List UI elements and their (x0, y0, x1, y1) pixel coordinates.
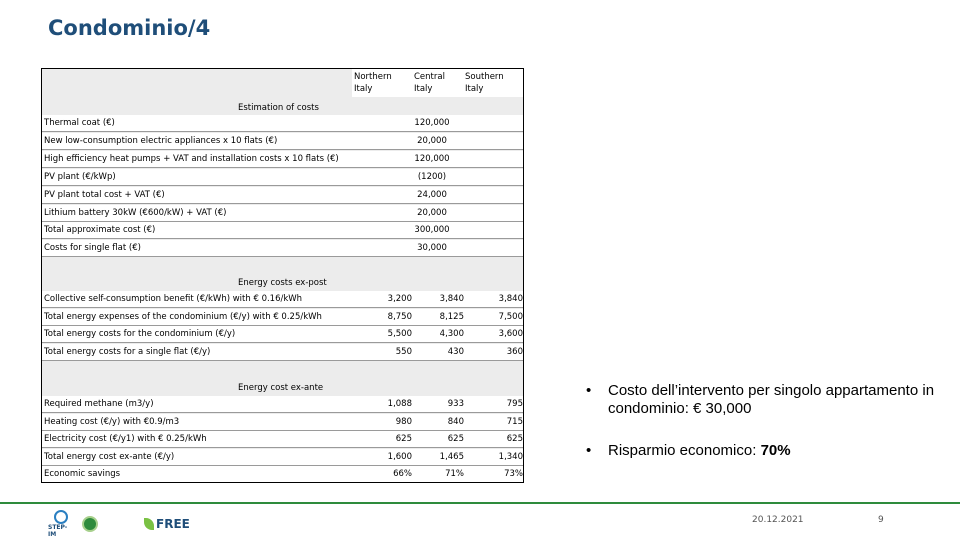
value-central: 933 (447, 399, 464, 409)
free-logo-label: FREE (156, 517, 190, 531)
bullet-text: Costo dell’intervento per singolo appartamento in condominio: € 30,000 (608, 382, 935, 417)
savings-value: 70% (760, 442, 791, 459)
page-number: 9 (878, 515, 884, 525)
value-northern: 1,600 (387, 452, 412, 462)
university-logo-icon (82, 516, 98, 532)
value-northern: 8,750 (387, 312, 412, 322)
slide-title: Condominio/4 (48, 16, 211, 40)
table-row (42, 169, 523, 186)
value-southern: 3,840 (498, 294, 523, 304)
table-row (42, 291, 523, 308)
row-label: Collective self-consumption benefit (€/kWh) with € 0.16/kWh (44, 294, 303, 304)
row-label: Costs for single flat (€) (44, 243, 141, 253)
value-central: 4,300 (439, 329, 464, 339)
row-value: 30,000 (417, 243, 447, 253)
bullet-marker: • (586, 442, 592, 459)
table-row (42, 222, 523, 239)
row-label: New low-consumption electric appliances x 10 flats (€) (44, 136, 278, 146)
table-row (42, 396, 523, 413)
slide-date: 20.12.2021 (752, 515, 804, 525)
value-southern: 3,600 (498, 329, 523, 339)
row-label: Lithium battery 30kW (€600/kW) + VAT (€) (44, 208, 227, 218)
table-row (42, 449, 523, 466)
row-label: Total approximate cost (€) (44, 225, 156, 235)
header-northern-italy: Northern Italy (354, 72, 392, 94)
step-im-icon (54, 510, 68, 524)
value-northern: 5,500 (387, 329, 412, 339)
row-value: 300,000 (414, 225, 450, 235)
table-row (42, 151, 523, 168)
bullet-savings (586, 442, 946, 460)
value-central: 625 (447, 434, 464, 444)
row-label: Total energy cost ex-ante (€/y) (44, 452, 175, 462)
bullet-list (586, 382, 946, 484)
row-label: Electricity cost (€/y1) with € 0.25/kWh (44, 434, 207, 444)
bullet-marker: • (586, 382, 592, 399)
cost-table (41, 68, 524, 483)
value-northern: 625 (395, 434, 412, 444)
table-row (42, 344, 523, 361)
table-row (42, 466, 523, 482)
value-northern: 980 (395, 417, 412, 427)
row-label: Required methane (m3/y) (44, 399, 154, 409)
step-im-label: STEP-IM (48, 524, 68, 538)
row-label: Total energy expenses of the condominium (€/y) with € 0.25/kWh (44, 312, 322, 322)
row-value: (1200) (417, 172, 447, 182)
row-label: Total energy costs for a single flat (€/y) (44, 347, 211, 357)
section-title-estimation: Estimation of costs (238, 103, 319, 113)
table-row (42, 187, 523, 204)
value-southern: 625 (506, 434, 523, 444)
table-row (42, 309, 523, 326)
value-southern: 360 (506, 347, 523, 357)
row-value: 20,000 (417, 208, 447, 218)
value-central: 840 (447, 417, 464, 427)
header-southern-italy: Southern Italy (465, 72, 504, 94)
step-im-logo (48, 510, 74, 538)
section-title-exante: Energy cost ex-ante (238, 383, 324, 393)
bullet-cost-per-flat (586, 382, 946, 418)
value-southern: 7,500 (498, 312, 523, 322)
table-row (42, 414, 523, 431)
table-row (42, 326, 523, 343)
section-title-expost: Energy costs ex-post (238, 278, 327, 288)
value-southern: 715 (506, 417, 523, 427)
value-central: 3,840 (439, 294, 464, 304)
footer-logos (48, 510, 190, 538)
row-label: High efficiency heat pumps + VAT and installation costs x 10 flats (€) (44, 154, 339, 164)
header-central-italy: Central Italy (414, 72, 445, 94)
value-northern: 3,200 (387, 294, 412, 304)
value-central: 71% (445, 469, 464, 479)
value-northern: 66% (393, 469, 412, 479)
table-row (42, 133, 523, 150)
value-southern: 1,340 (498, 452, 523, 462)
row-value: 120,000 (414, 154, 450, 164)
value-southern: 795 (506, 399, 523, 409)
row-label: PV plant (€/kWp) (44, 172, 116, 182)
row-label: Heating cost (€/y) with €0.9/m3 (44, 417, 180, 427)
value-northern: 1,088 (387, 399, 412, 409)
value-central: 8,125 (439, 312, 464, 322)
table-row (42, 115, 523, 132)
row-value: 120,000 (414, 118, 450, 128)
row-label: Thermal coat (€) (44, 118, 115, 128)
row-label: Economic savings (44, 469, 121, 479)
value-central: 1,465 (439, 452, 464, 462)
footer-divider (0, 502, 960, 504)
table-row (42, 240, 523, 257)
value-northern: 550 (395, 347, 412, 357)
row-value: 20,000 (417, 136, 447, 146)
leaf-icon (144, 518, 154, 530)
row-value: 24,000 (417, 190, 447, 200)
row-label: Total energy costs for the condominium (€/y) (44, 329, 236, 339)
value-southern: 73% (504, 469, 523, 479)
table-row (42, 431, 523, 448)
row-label: PV plant total cost + VAT (€) (44, 190, 165, 200)
value-central: 430 (447, 347, 464, 357)
table-row (42, 205, 523, 222)
free-logo (144, 517, 190, 531)
bullet-text: Risparmio economico: (608, 442, 761, 459)
